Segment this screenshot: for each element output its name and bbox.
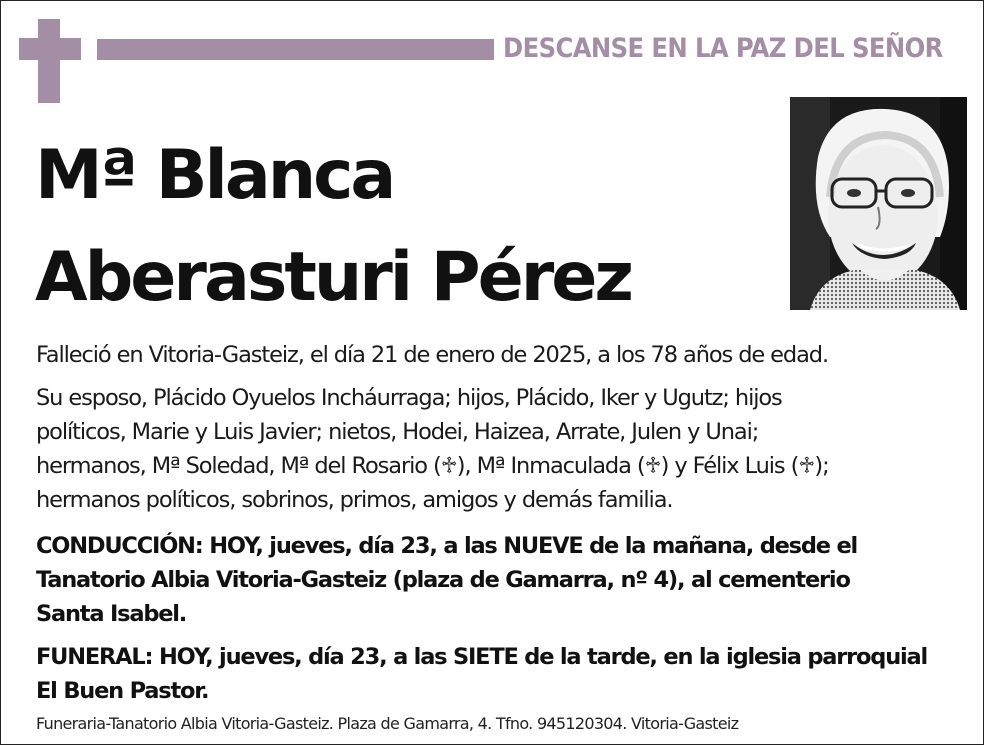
death-announcement: Falleció en Vitoria-Gasteiz, el día 21 de enero de 2025, a los 78 años de edad. xyxy=(36,342,829,368)
cross-icon xyxy=(38,19,60,103)
conduccion-line: Tanatorio Albia Vitoria-Gasteiz (plaza de Gamarra, nº 4), al cementerio xyxy=(36,567,850,593)
conduccion-line: Santa Isabel. xyxy=(36,601,187,627)
family-line: políticos, Marie y Luis Javier; nietos, Hodei, Haizea, Arrate, Julen y Unai; xyxy=(36,419,759,445)
family-line: hermanos políticos, sobrinos, primos, amigos y demás familia. xyxy=(36,487,673,513)
deceased-name-last: Aberasturi Pérez xyxy=(35,238,631,317)
family-paragraph xyxy=(36,381,966,517)
deceased-name-first: Mª Blanca xyxy=(35,136,394,215)
family-line: Su esposo, Plácido Oyuelos Incháurraga; hijos, Plácido, Iker y Ugutz; hijos xyxy=(36,385,782,411)
cross-icon-arm xyxy=(19,38,81,60)
family-line: hermanos, Mª Soledad, Mª del Rosario (♱), Mª Inmaculada (♱) y Félix Luis (♱); xyxy=(36,453,829,479)
funeral-line: El Buen Pastor. xyxy=(36,678,209,704)
funeral-line: FUNERAL: HOY, jueves, día 23, a las SIETE de la tarde, en la iglesia parroquial xyxy=(36,644,928,670)
conduccion-paragraph xyxy=(36,529,966,631)
funeral-paragraph xyxy=(36,640,966,708)
header-bar xyxy=(97,39,494,60)
portrait-photo xyxy=(790,97,967,310)
conduccion-line: CONDUCCIÓN: HOY, jueves, día 23, a las NUEVE de la mañana, desde el xyxy=(36,533,858,559)
funeral-home-footer: Funeraria-Tanatorio Albia Vitoria-Gasteiz. Plaza de Gamarra, 4. Tfno. 945120304. Vitoria-Gasteiz xyxy=(36,714,739,733)
header-title: DESCANSE EN LA PAZ DEL SEÑOR xyxy=(503,33,943,64)
